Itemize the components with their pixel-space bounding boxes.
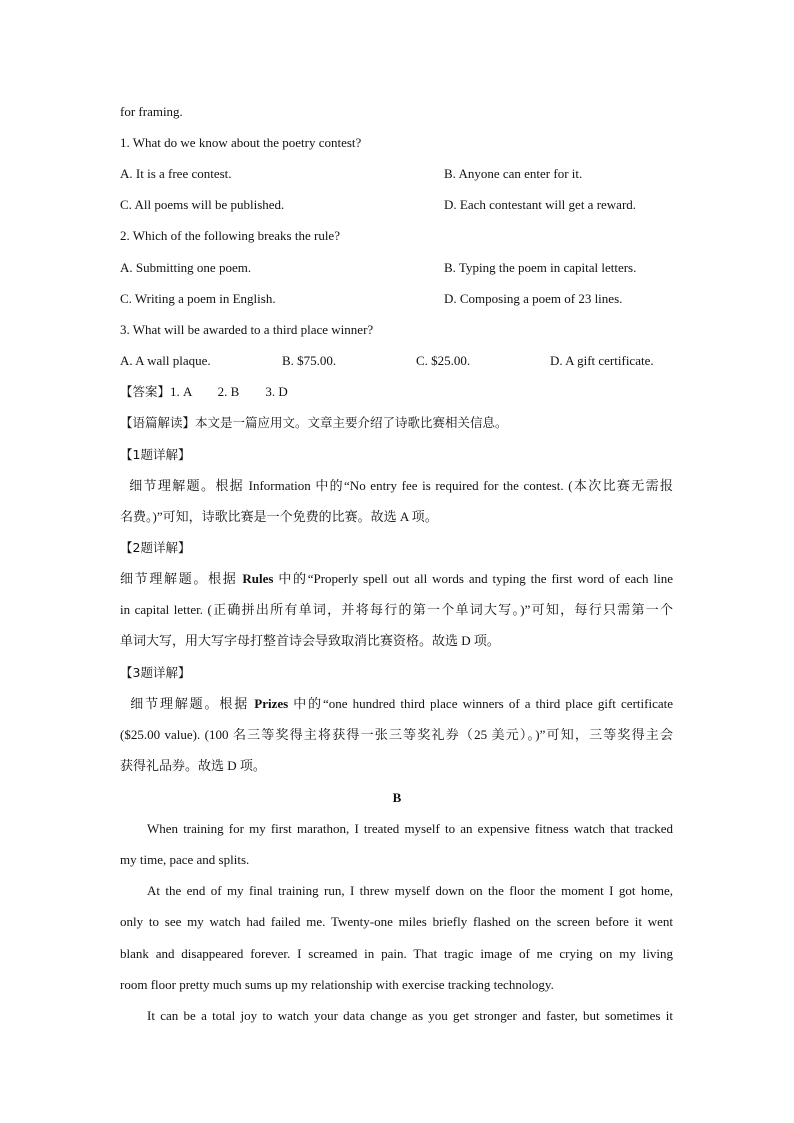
passage-b-line-4: only to see my watch had failed me. Twenty-one miles briefly flashed on the screen before it went (120, 914, 673, 929)
passage-b-line-2: my time, pace and splits. (120, 852, 250, 867)
question-1-option-d: D. Each contestant will get a reward. (444, 197, 637, 212)
section-b-title: B (392, 790, 402, 805)
explanation-2-line-2 (120, 601, 673, 619)
question-2-option-b: B. Typing the poem in capital letters. (444, 260, 637, 275)
passage-b-line-1: When training for my first marathon, I treated myself to an expensive fitness watch that tracked (147, 821, 673, 836)
explanation-3-line-2 (120, 726, 673, 744)
explanation-2-line-2-text: in capital letter. (正确拼出所有单词，并将每行的第一个单词大写。)”可知，每行只需第一个 (120, 602, 673, 617)
question-3-option-d: D. A gift certificate. (550, 353, 654, 368)
intro-tail: for framing. (120, 104, 183, 119)
explanation-3-line-1-pre: 细节理解题。根据 (120, 696, 255, 711)
question-1-option-a: A. It is a free contest. (120, 166, 232, 181)
interpretation-text: 本文是一篇应用文。文章主要介绍了诗歌比赛相关信息。 (195, 415, 508, 430)
question-2-stem: 2. Which of the following breaks the rule? (120, 228, 340, 243)
interpretation-label: 【语篇解读】 (120, 415, 196, 430)
question-1-stem: 1. What do we know about the poetry contest? (120, 135, 362, 150)
question-3-option-c: C. $25.00. (416, 353, 471, 368)
explanation-2-rules-keyword: Rules (242, 571, 274, 586)
explanation-3-prizes-keyword: Prizes (254, 696, 289, 711)
explanation-3-line-1 (120, 695, 673, 713)
explanation-1-line-1 (120, 477, 673, 495)
explanation-2-line-1-pre: 细节理解题。根据 (120, 571, 243, 586)
question-2-option-d: D. Composing a poem of 23 lines. (444, 291, 623, 306)
passage-b-line-5: blank and disappeared forever. I screamed in pain. That tragic image of me crying on my living (120, 946, 673, 961)
explanation-2-line-3-text: 单词大写，用大写字母打整首诗会导致取消比赛资格。故选 D 项。 (120, 633, 500, 648)
question-1-option-b: B. Anyone can enter for it. (444, 166, 583, 181)
answer-values: 1. A 2. B 3. D (170, 384, 288, 399)
question-2-option-a: A. Submitting one poem. (120, 260, 252, 275)
question-1-option-c: C. All poems will be published. (120, 197, 285, 212)
passage-b-line-3: At the end of my final training run, I threw myself down on the floor the moment I got home, (147, 883, 673, 898)
question-3-stem: 3. What will be awarded to a third place winner? (120, 322, 374, 337)
explanation-1-line-1-text: 细节理解题。根据 Information 中的“No entry fee is required for the contest. (本次比赛无需报 (120, 478, 673, 493)
explanation-3-line-1-post: 中的“one hundred third place winners of a third place gift certificate (288, 696, 673, 711)
answer-line (120, 383, 288, 401)
explanation-1-heading: 【1题详解】 (120, 447, 191, 462)
explanation-3-heading: 【3题详解】 (120, 665, 191, 680)
question-3-option-b: B. $75.00. (282, 353, 337, 368)
explanation-1-line-2-text: 名费。)”可知，诗歌比赛是一个免费的比赛。故选 A 项。 (120, 509, 438, 524)
explanation-2-line-1-post: 中的“Properly spell out all words and typing the first word of each line (273, 571, 673, 586)
explanation-2-heading: 【2题详解】 (120, 540, 191, 555)
explanation-3-line-3 (120, 757, 266, 775)
passage-b-line-7: It can be a total joy to watch your data change as you get stronger and faster, but sometimes it (147, 1008, 673, 1023)
explanation-2-line-3 (120, 632, 500, 650)
interpretation-line (120, 414, 508, 432)
explanation-2-line-1 (120, 570, 673, 588)
answer-label: 【答案】 (120, 384, 171, 399)
passage-b-line-6: room floor pretty much sums up my relationship with exercise tracking technology. (120, 977, 554, 992)
question-2-option-c: C. Writing a poem in English. (120, 291, 276, 306)
explanation-1-line-2 (120, 508, 438, 526)
explanation-3-line-3-text: 获得礼品券。故选 D 项。 (120, 758, 266, 773)
question-3-option-a: A. A wall plaque. (120, 353, 211, 368)
explanation-3-line-2-text: ($25.00 value). (100 名三等奖得主将获得一张三等奖礼券（25 美元）。)”可知，三等奖得主会 (120, 727, 673, 742)
